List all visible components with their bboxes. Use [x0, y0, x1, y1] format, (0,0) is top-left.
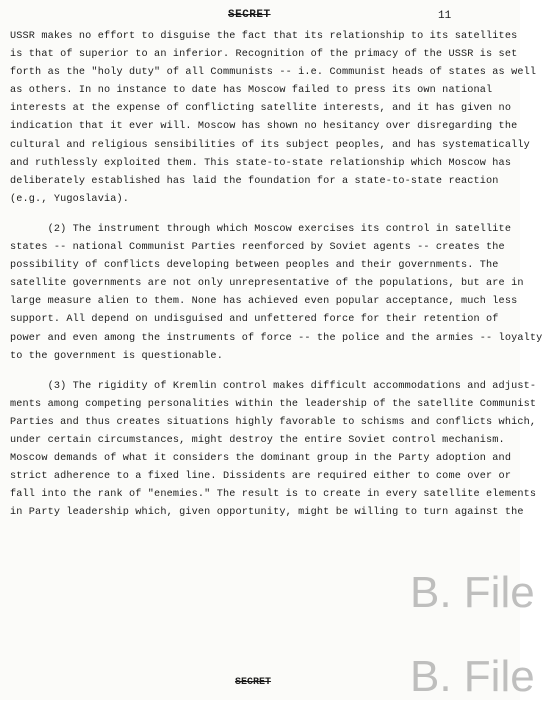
- text-line: as others. In no instance to date has Moscow failed to press its own national: [10, 85, 493, 97]
- text-line: support. All depend on undisguised and unfettered force for their retention of: [10, 314, 499, 326]
- archive-watermark: B. File: [410, 652, 535, 701]
- text-line: under certain circumstances, might destroy the entire Soviet control mechanism.: [10, 434, 505, 446]
- text-line: indication that it ever will. Moscow has shown no hesitancy over disregarding the: [10, 121, 518, 133]
- paragraph-gap: [10, 370, 510, 382]
- body-text: [10, 31, 542, 526]
- text-line: interests at the expense of conflicting satellite interests, and it has given no: [10, 103, 512, 115]
- text-line: to the government is questionable.: [10, 350, 223, 362]
- paragraph-3-start: (3) The rigidity of Kremlin control makes difficult accommodations and adjust-: [10, 380, 537, 392]
- text-line: possibility of conflicts developing between peoples and their governments. The: [10, 260, 499, 272]
- text-line: states -- national Communist Parties reenforced by Soviet agents -- creates the: [10, 242, 505, 254]
- text-line: (e.g., Yugoslavia).: [10, 193, 130, 205]
- archive-watermark: B. File: [410, 568, 535, 617]
- footer-classification-stamp: SECRET: [235, 677, 272, 688]
- page-number: 11: [438, 10, 452, 22]
- text-line: and ruthlessly exploited them. This state-to-state relationship which Moscow has: [10, 157, 512, 169]
- text-line: power and even among the instruments of force -- the police and the armies -- loyalty: [10, 332, 542, 344]
- text-line: strict adherence to a fixed line. Dissidents are required either to come over or: [10, 471, 512, 483]
- text-line: fall into the rank of "enemies." The result is to create in every satellite elements: [10, 489, 537, 501]
- text-line: cultural and religious sensibilities of its subject peoples, and has systematically: [10, 139, 530, 151]
- text-line: Parties and thus creates situations highly favorable to schisms and conflicts which,: [10, 416, 537, 428]
- text-line: is that of superior to an inferior. Recognition of the primacy of the USSR is set: [10, 49, 518, 61]
- text-line: in Party leadership which, given opportunity, might be willing to turn against the: [10, 507, 524, 519]
- text-line: deliberately established has laid the foundation for a state-to-state reaction: [10, 175, 499, 187]
- text-line: forth as the "holy duty" of all Communists -- i.e. Communist heads of states as well: [10, 67, 537, 79]
- text-line: satellite governments are not only unrepresentative of the populations, but are in: [10, 278, 524, 290]
- header-classification-stamp: SECRET: [228, 9, 271, 21]
- text-line: large measure alien to them. None has achieved even popular acceptance, much less: [10, 296, 518, 308]
- text-line: Moscow demands of what it considers the dominant group in the Party adoption and: [10, 453, 512, 465]
- text-line: ments among competing personalities within the leadership of the satellite Communist: [10, 398, 537, 410]
- paragraph-2-start: (2) The instrument through which Moscow exercises its control in satellite: [10, 223, 512, 235]
- text-line: USSR makes no effort to disguise the fact that its relationship to its satellites: [10, 31, 518, 42]
